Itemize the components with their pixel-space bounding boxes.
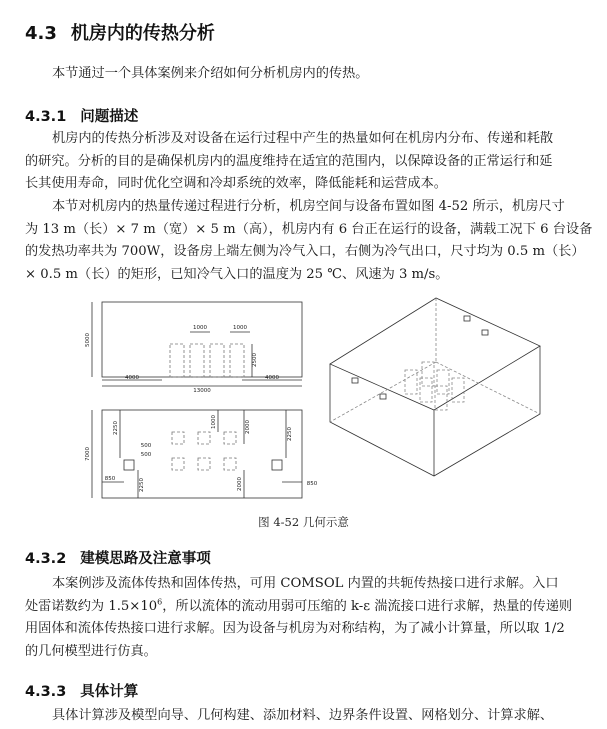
- text-line: 长其使用寿命，同时优化空调和冷却系统的效率，降低能耗和运营成本。: [25, 176, 447, 191]
- dim-label: 850: [306, 481, 318, 487]
- dim-label: 500: [140, 443, 152, 449]
- text-line: 的发热功率共为 700W，设备房上端左侧为冷气入口，右侧为冷气出口，尺寸均为 0.5 m（长）: [25, 244, 585, 259]
- device-outline: [172, 458, 184, 470]
- iso-device: [405, 370, 417, 394]
- text-line: 本案例涉及流体传热和固体传热，可用 COMSOL 内置的共轭传热接口进行求解。入口: [52, 576, 559, 591]
- iso-outlet: [482, 330, 488, 335]
- dim-label: 2250: [139, 478, 145, 492]
- geometry-figure: [80, 292, 550, 512]
- iso-top-face: [330, 298, 540, 410]
- dim-label: 2000: [245, 420, 251, 434]
- subsection-number: 4.3.1: [25, 109, 67, 125]
- device-outline: [230, 344, 244, 377]
- text-line: 本节对机房内的热量传递过程进行分析，机房空间与设备布置如图 4-52 所示，机房尺寸: [52, 199, 565, 214]
- plan-room-outline: [102, 410, 302, 498]
- plan-view: [92, 410, 302, 498]
- text-line: [25, 596, 585, 619]
- device-outline: [198, 458, 210, 470]
- dim-label: 2000: [237, 477, 243, 491]
- dim-label: 2500: [252, 353, 258, 367]
- dim-label: 500: [140, 452, 152, 458]
- subsection-number: 4.3.3: [25, 684, 67, 700]
- section-title: 机房内的传热分析: [70, 23, 215, 44]
- text-line: 具体计算涉及模型向导、几何构建、添加材料、边界条件设置、网格划分、计算求解、: [52, 708, 554, 723]
- dim-label: 2250: [287, 427, 293, 441]
- section-number: 4.3: [25, 23, 57, 44]
- device-outline: [198, 432, 210, 444]
- subsection-heading-2: [25, 547, 211, 568]
- problem-paragraph-1: [25, 128, 585, 196]
- calculation-paragraph: [25, 705, 585, 728]
- subsection-heading-3: [25, 680, 138, 701]
- superscript: 6: [157, 597, 163, 607]
- problem-paragraph-2: [25, 196, 593, 286]
- front-view: [92, 302, 302, 386]
- iso-inlet: [380, 394, 386, 399]
- dim-label: 13000: [193, 388, 211, 394]
- dim-label: 1000: [233, 325, 247, 331]
- device-outline: [224, 432, 236, 444]
- text-line: 为 13 m（长）× 7 m（宽）× 5 m（高），机房内有 6 台正在运行的设备，满载工况下 6 台设备: [25, 221, 593, 237]
- subsection-title: 问题描述: [80, 109, 139, 125]
- subsection-title: 具体计算: [80, 684, 139, 700]
- iso-outlet: [464, 316, 470, 321]
- device-outline: [170, 344, 184, 377]
- intro-paragraph: [25, 63, 585, 86]
- subsection-title: 建模思路及注意事项: [80, 551, 211, 567]
- section-heading: [25, 19, 215, 45]
- intro-line: 本节通过一个具体案例来介绍如何分析机房内的传热。: [52, 66, 369, 81]
- dim-label: 2250: [113, 421, 119, 435]
- subsection-heading-1: [25, 105, 138, 126]
- figure-caption: 图 4-52 几何示意: [258, 515, 349, 529]
- dim-label: 7000: [85, 447, 91, 461]
- iso-inlet: [352, 378, 358, 383]
- modeling-paragraph: [25, 573, 585, 663]
- dim-label: 4000: [125, 375, 139, 381]
- dim-label: 4000: [265, 375, 279, 381]
- device-outline: [224, 458, 236, 470]
- text-line: × 0.5 m（长）的矩形，已知冷气入口的温度为 25 ℃、风速为 3 m/s。: [25, 266, 449, 282]
- text-line: 的研究。分析的目的是确保机房内的温度维持在适宜的范围内，以保障设备的正常运行和延: [25, 153, 553, 169]
- device-outline: [190, 344, 204, 377]
- text-line: 用固体和流体传热接口进行求解。因为设备与机房为对称结构，为了减小计算量，所以取 1/2: [25, 621, 565, 636]
- front-room-outline: [102, 302, 302, 377]
- text-line: 的几何模型进行仿真。: [25, 643, 157, 659]
- dim-label: 1000: [193, 325, 207, 331]
- device-outline: [172, 432, 184, 444]
- text-fragment: ，所以流体的流动用弱可压缩的 k-ε 湍流接口进行求解，热量的传递则: [162, 598, 573, 614]
- dim-label: 850: [104, 476, 116, 482]
- subsection-number: 4.3.2: [25, 551, 67, 567]
- outlet-outline: [272, 460, 282, 470]
- dim-label: 5000: [85, 333, 91, 347]
- device-outline: [210, 344, 224, 377]
- text-fragment: 处雷诺数约为 1.5×10: [25, 598, 158, 614]
- dim-label: 1000: [211, 415, 217, 429]
- text-line: 机房内的传热分析涉及对设备在运行过程中产生的热量如何在机房内分布、传递和耗散: [52, 131, 554, 146]
- inlet-outline: [124, 460, 134, 470]
- iso-outline: [330, 346, 540, 476]
- isometric-view: [330, 298, 540, 476]
